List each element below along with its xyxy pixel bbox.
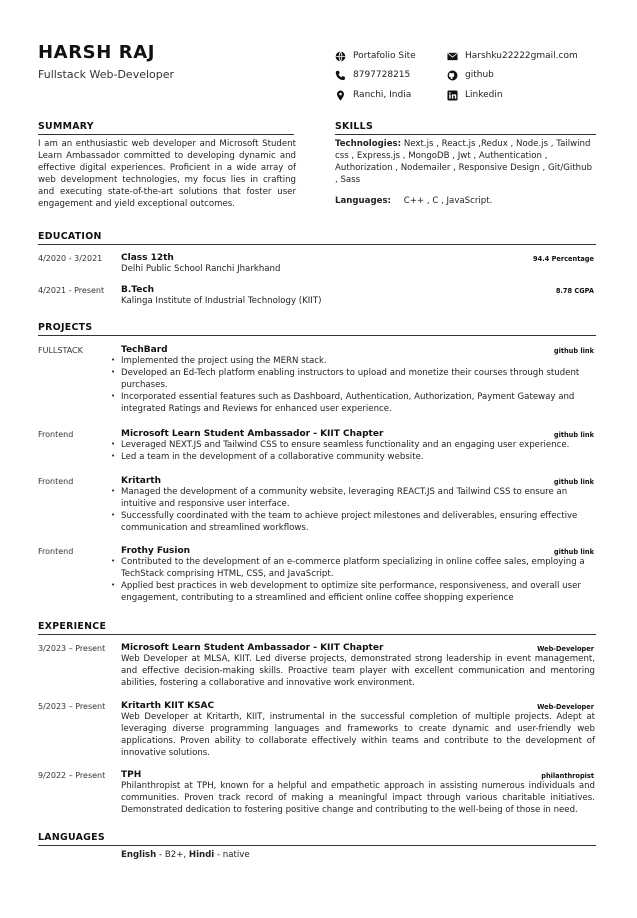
languages-row xyxy=(121,850,250,862)
education-date: 4/2021 - Present xyxy=(38,286,105,295)
education-title: Class 12th xyxy=(121,253,174,263)
education-heading: EDUCATION xyxy=(38,231,102,242)
education-score: 94.4 Percentage xyxy=(533,255,594,263)
resume-role: Fullstack Web-Developer xyxy=(38,68,175,81)
linkedin-icon xyxy=(447,90,458,101)
project-title: Frothy Fusion xyxy=(121,546,191,556)
contact-location xyxy=(335,87,411,103)
email-icon xyxy=(447,51,458,62)
project-bullet: • Led a team in the development of a collaborative community website. xyxy=(111,452,595,464)
summary-divider xyxy=(38,134,294,135)
experience-divider xyxy=(38,634,596,635)
project-title: Kritarth xyxy=(121,476,162,486)
experience-date: 9/2022 – Present xyxy=(38,771,106,780)
education-date: 4/2020 - 3/2021 xyxy=(38,254,103,263)
project-bullet: • Contributed to the development of an e-commerce platform specializing in online coffee sales, employing a TechStack comprising HTML, CSS, and JavaScript. xyxy=(111,557,595,581)
project-github-link[interactable]: github link xyxy=(553,347,594,355)
contact-linkedin[interactable] xyxy=(447,87,503,103)
project-bullets xyxy=(111,356,595,416)
project-github-link[interactable]: github link xyxy=(553,548,594,556)
project-bullet: • Incorporated essential features such as Dashboard, Authentication, Authorization, Payment Gateway and integrated Ratings and Reviews for enhanced user experience. xyxy=(111,392,595,416)
location-pin-icon xyxy=(335,90,346,101)
experience-role: Web-Developer xyxy=(537,645,594,653)
experience-description: Philanthropist at TPH, known for a helpful and empathetic approach in assisting numerous individuals and communities. Proven track record of making a meaningful impact through various charitable initiatives. Demonstrated dedication to fostering positive change and contributing to the well-being of those in need. xyxy=(121,781,595,815)
project-bullets xyxy=(111,440,595,464)
experience-heading: EXPERIENCE xyxy=(38,621,107,632)
project-category: Frontend xyxy=(38,477,74,486)
languages-heading: LANGUAGES xyxy=(38,832,105,843)
email-link[interactable]: Harshku22222gmail.com xyxy=(465,50,578,61)
project-bullet: • Leveraged NEXT.JS and Tailwind CSS to ensure seamless functionality and an engaging user experience. xyxy=(111,440,595,452)
skills-heading: SKILLS xyxy=(335,121,374,132)
contact-portfolio[interactable] xyxy=(335,48,416,64)
project-bullets xyxy=(111,487,595,535)
globe-icon xyxy=(335,51,346,62)
language-hindi: Hindi xyxy=(188,850,215,860)
phone-icon xyxy=(335,70,346,81)
project-github-link[interactable]: github link xyxy=(553,431,594,439)
skills-languages xyxy=(335,196,597,208)
languages-list: C++ , C , JavaScript. xyxy=(403,196,493,206)
contact-email[interactable] xyxy=(447,48,578,64)
experience-title: Kritarth KIIT KSAC xyxy=(121,701,215,711)
technologies-list: Next.js , React.js ,Redux , Node.js , Tailwind css , Express.js , MongoDB , Jwt , Authentication , Authorization , Nodemailer , Responsive Design , Git/Github , Sass xyxy=(335,139,593,185)
experience-title: Microsoft Learn Student Ambassador - KIIT Chapter xyxy=(121,643,384,653)
education-score: 8.78 CGPA xyxy=(555,287,594,295)
experience-role: philanthropist xyxy=(541,772,594,780)
project-category: Frontend xyxy=(38,547,74,556)
resume-name: HARSH RAJ xyxy=(38,42,156,63)
contact-github[interactable] xyxy=(447,67,494,83)
project-bullet: • Developed an Ed-Tech platform enabling instructors to upload and monetize their courses through student purchases. xyxy=(111,368,595,392)
education-title: B.Tech xyxy=(121,285,155,295)
summary-heading: SUMMARY xyxy=(38,121,94,132)
language-english-level: - B2+, xyxy=(159,850,187,860)
project-title: Microsoft Learn Student Ambassador - KIIT Chapter xyxy=(121,429,384,439)
github-icon xyxy=(447,70,458,81)
experience-date: 5/2023 – Present xyxy=(38,702,106,711)
experience-title: TPH xyxy=(121,770,142,780)
linkedin-link[interactable]: Linkedin xyxy=(465,89,503,100)
languages-label: Languages: xyxy=(335,196,391,206)
project-bullet: • Successfully coordinated with the team to achieve project milestones and deliverables, ensuring effective communication and streamlined workflows. xyxy=(111,511,595,535)
project-bullet: • Applied best practices in web development to optimize site performance, responsiveness, and overall user engagement, contributing to a streamlined and efficient online coffee shopping experience xyxy=(111,581,595,605)
project-github-link[interactable]: github link xyxy=(553,478,594,486)
education-divider xyxy=(38,244,596,245)
language-english: English xyxy=(121,850,157,860)
language-hindi-level: - native xyxy=(216,850,250,860)
skills-technologies xyxy=(335,139,597,187)
location-text: Ranchi, India xyxy=(353,89,412,100)
education-institution: Kalinga Institute of Industrial Technology (KIIT) xyxy=(121,296,322,306)
experience-description: Web Developer at Kritarth, KIIT, instrumental in the successful completion of multiple projects. Adept at leveraging diverse programming languages and frameworks to create dynamic and user-friendly web applications. Proven ability to collaborate effectively within teams and contribute to the development of innovative solutions. xyxy=(121,712,595,758)
experience-description: Web Developer at MLSA, KIIT. Led diverse projects, demonstrated strong leadership in event management, and effective decision-making skills. Proactive team player with excellent communication and mentoring abilities, fostering a collaborative and innovative work environment. xyxy=(121,654,595,688)
contact-phone[interactable] xyxy=(335,67,410,83)
project-title: TechBard xyxy=(121,345,168,355)
projects-heading: PROJECTS xyxy=(38,322,93,333)
project-category: FULLSTACK xyxy=(38,346,83,355)
portfolio-link[interactable]: Portafolio Site xyxy=(353,50,416,61)
project-category: Frontend xyxy=(38,430,74,439)
technologies-label: Technologies: xyxy=(335,139,402,149)
phone-number[interactable]: 8797728215 xyxy=(353,69,411,80)
languages-divider xyxy=(38,845,596,846)
project-bullets xyxy=(111,557,595,605)
experience-date: 3/2023 – Present xyxy=(38,644,106,653)
project-bullet: • Implemented the project using the MERN stack. xyxy=(111,356,595,368)
project-bullet: • Managed the development of a community website, leveraging REACT.JS and Tailwind CSS to ensure an intuitive and responsive user interface. xyxy=(111,487,595,511)
education-institution: Delhi Public School Ranchi Jharkhand xyxy=(121,264,281,274)
experience-role: Web-Developer xyxy=(537,703,594,711)
skills-divider xyxy=(335,134,596,135)
github-link[interactable]: github xyxy=(465,69,494,80)
summary-text: I am an enthusiastic web developer and Microsoft Student Learn Ambassador committed to developing dynamic and effective digital experiences. Proficient in a wide array of web development technologies, my focus lies in crafting and executing state-of-the-art solutions that foster user engagement and yield exceptional outcomes. xyxy=(38,139,296,209)
projects-divider xyxy=(38,335,596,336)
